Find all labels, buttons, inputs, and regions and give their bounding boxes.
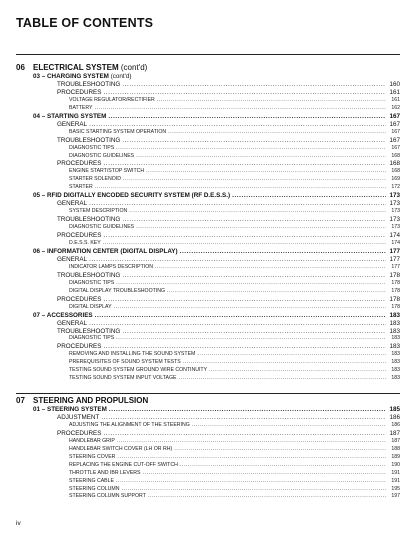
section-divider	[16, 393, 400, 394]
entry-title: TROUBLESHOOTING	[57, 216, 121, 224]
dot-leader	[89, 320, 386, 328]
entry-label	[57, 272, 120, 280]
toc-entry[interactable]	[16, 343, 400, 351]
page-number: 190	[391, 461, 400, 468]
entry-title: PROCEDURES	[57, 295, 102, 303]
toc-entry[interactable]	[16, 422, 400, 430]
entry-title: ADJUSTING THE ALIGNMENT OF THE STEERING	[69, 421, 190, 428]
entry-title: PROCEDURES	[57, 429, 102, 437]
page-number: 160	[389, 80, 400, 88]
toc-entry[interactable]	[16, 216, 400, 224]
entry-label	[57, 121, 87, 129]
entry-title: 06 – INFORMATION CENTER (DIGITAL DISPLAY)	[33, 247, 178, 255]
dot-leader	[103, 232, 386, 240]
entry-title: BASIC STARTING SYSTEM OPERATION	[69, 128, 167, 135]
entry-label	[69, 446, 172, 454]
dot-leader	[183, 359, 386, 367]
page-number: 185	[389, 406, 400, 413]
dot-leader	[122, 216, 386, 224]
entry-label	[69, 438, 115, 446]
entry-title: HANDLEBAR SWITCH COVER (LH OR RH)	[69, 445, 173, 452]
entry-label	[69, 184, 93, 192]
entry-title: DIAGNOSTIC GUIDELINES	[69, 224, 135, 231]
entry-label	[57, 200, 87, 208]
page-number: 178	[391, 303, 400, 310]
toc-entry[interactable]	[16, 280, 400, 288]
dot-leader	[136, 224, 386, 232]
toc-entry[interactable]	[16, 493, 400, 501]
dot-leader	[122, 81, 386, 89]
entry-label	[33, 113, 106, 121]
entry-title: PROCEDURES	[57, 232, 102, 240]
toc-entry[interactable]	[16, 97, 400, 105]
toc-entry[interactable]	[16, 454, 400, 462]
entry-title: REPLACING THE ENGINE CUT-OFF SWITCH	[69, 461, 178, 468]
dot-leader	[116, 478, 386, 486]
entry-title: ENGINE START/STOP SWITCH	[69, 168, 145, 175]
entry-label	[69, 470, 141, 478]
dot-leader	[232, 192, 386, 200]
toc-entry[interactable]	[16, 81, 400, 89]
entry-title: BATTERY	[69, 104, 93, 111]
toc-entry[interactable]	[16, 359, 400, 367]
entry-label	[33, 396, 148, 406]
page-number: 167	[391, 144, 400, 151]
page-folio: iv	[16, 520, 21, 527]
entry-label	[69, 335, 114, 343]
toc-entry[interactable]	[16, 145, 400, 153]
dot-leader	[209, 367, 386, 375]
entry-label	[69, 264, 153, 272]
toc-entry[interactable]	[16, 137, 400, 145]
entry-title: PROCEDURES	[57, 343, 102, 351]
entry-title: STEERING CABLE	[69, 477, 114, 484]
dot-leader	[116, 335, 386, 343]
entry-label	[57, 256, 87, 264]
dot-leader	[192, 422, 386, 430]
entry-label	[33, 63, 147, 73]
page-number: 172	[391, 184, 400, 191]
entry-title: TESTING SOUND SYSTEM INPUT VOLTAGE	[69, 375, 177, 382]
entry-label	[69, 454, 115, 462]
toc-section-electrical-system	[16, 63, 400, 383]
page-number: 168	[389, 160, 400, 168]
toc-chapter-entry[interactable]	[16, 312, 400, 320]
entry-title: TROUBLESHOOTING	[57, 136, 121, 144]
entry-label	[69, 168, 144, 176]
entry-title: PROCEDURES	[57, 160, 102, 168]
page-number: 183	[391, 335, 400, 342]
entry-label	[57, 89, 101, 97]
entry-title: DIGITAL DISPLAY TROUBLESHOOTING	[69, 287, 165, 294]
page-number: 183	[389, 343, 400, 351]
page-number: 173	[391, 208, 400, 215]
toc-entry[interactable]	[16, 240, 400, 248]
entry-title: TROUBLESHOOTING	[57, 80, 121, 88]
page-number: 183	[391, 375, 400, 382]
toc-entry[interactable]	[16, 232, 400, 240]
toc-entry[interactable]	[16, 272, 400, 280]
toc-entry[interactable]	[16, 375, 400, 383]
page-number: 173	[389, 200, 400, 208]
entry-label	[69, 224, 134, 232]
entry-title: 01 – STEERING SYSTEM	[33, 406, 107, 413]
entry-title: GENERAL	[57, 200, 88, 208]
entry-title: THROTTLE AND IBR LEVERS	[69, 469, 141, 476]
toc-entry[interactable]	[16, 288, 400, 296]
entry-label	[69, 375, 177, 383]
page-number: 168	[391, 168, 400, 175]
toc-entry[interactable]	[16, 470, 400, 478]
page-number: 177	[389, 255, 400, 263]
entry-label	[69, 97, 155, 105]
dot-leader	[108, 113, 386, 121]
entry-label	[69, 422, 190, 430]
entry-label	[69, 288, 165, 296]
toc-chapter-entry[interactable]	[16, 73, 400, 81]
page-number: 177	[391, 263, 400, 270]
entry-label	[57, 343, 101, 351]
page-number: 167	[389, 136, 400, 144]
dot-leader	[180, 248, 386, 256]
dot-leader	[114, 304, 386, 312]
dot-leader	[168, 129, 386, 137]
entry-label	[69, 351, 195, 359]
page-number: 183	[391, 351, 400, 358]
entry-title: 07 – ACCESSORIES	[33, 311, 93, 319]
entry-title: STEERING COLUMN SUPPORT	[69, 493, 146, 500]
entry-label	[69, 359, 181, 367]
toc-entry[interactable]	[16, 296, 400, 304]
dot-leader	[89, 200, 386, 208]
page-number: 187	[391, 437, 400, 444]
toc-entry[interactable]	[16, 414, 400, 422]
entry-title: GENERAL	[57, 255, 88, 263]
toc-chapter-entry[interactable]	[16, 113, 400, 121]
toc-entry[interactable]	[16, 430, 400, 438]
page-number: 173	[389, 216, 400, 224]
entry-title: TROUBLESHOOTING	[57, 271, 121, 279]
page-number: 162	[391, 104, 400, 111]
dot-leader	[179, 375, 386, 383]
toc-section-heading[interactable]	[16, 63, 400, 73]
entry-title: PREREQUISITES OF SOUND SYSTEM TESTS	[69, 359, 181, 366]
dot-leader	[123, 176, 386, 184]
dot-leader	[95, 312, 386, 320]
page-number: 186	[391, 421, 400, 428]
entry-title: PROCEDURES	[57, 88, 102, 96]
entry-title: GENERAL	[57, 319, 88, 327]
dot-leader	[116, 280, 386, 288]
toc-entry[interactable]	[16, 304, 400, 312]
page-title: TABLE OF CONTENTS	[16, 16, 154, 30]
dot-leader	[122, 328, 386, 336]
page-number: 197	[391, 493, 400, 500]
entry-label	[57, 160, 101, 168]
section-number: 07	[16, 396, 25, 405]
toc-entry[interactable]	[16, 129, 400, 137]
toc-section-heading[interactable]	[16, 396, 400, 406]
entry-title: TESTING SOUND SYSTEM GROUND WIRE CONTINUITY	[69, 367, 208, 374]
dot-leader	[121, 486, 386, 494]
entry-title: STARTER SOLENOID	[69, 176, 121, 183]
entry-label	[69, 176, 121, 184]
page-number: 173	[389, 192, 400, 200]
entry-label	[57, 414, 99, 422]
entry-title: INDICATOR LAMPS DESCRIPTION	[69, 263, 153, 270]
toc-entry[interactable]	[16, 478, 400, 486]
toc-chapter-entry[interactable]	[16, 248, 400, 256]
toc-entry[interactable]	[16, 153, 400, 161]
page-number: 188	[391, 445, 400, 452]
page-number: 174	[389, 232, 400, 240]
entry-title: STARTER	[69, 184, 93, 191]
toc-entry[interactable]	[16, 89, 400, 97]
toc-entry[interactable]	[16, 328, 400, 336]
dot-leader	[155, 264, 386, 272]
dot-leader	[95, 184, 386, 192]
page-number: 195	[391, 485, 400, 492]
dot-leader	[116, 145, 386, 153]
toc-entry[interactable]	[16, 351, 400, 359]
page-number: 168	[391, 152, 400, 159]
toc-entry[interactable]	[16, 320, 400, 328]
page-number: 178	[391, 287, 400, 294]
entry-title: 05 – RFID DIGITALLY ENCODED SECURITY SYSTEM (RF D.E.S.S.)	[33, 192, 231, 200]
toc-entry[interactable]	[16, 121, 400, 129]
entry-label	[33, 73, 132, 81]
dot-leader	[180, 462, 386, 470]
dot-leader	[146, 168, 386, 176]
page-number: 178	[391, 279, 400, 286]
entry-label	[69, 367, 207, 375]
dot-leader	[174, 446, 386, 454]
entry-title: HANDLEBAR GRIP	[69, 437, 115, 444]
page-number: 173	[391, 224, 400, 231]
dot-leader	[122, 137, 386, 145]
toc-entry[interactable]	[16, 367, 400, 375]
dot-leader	[103, 343, 386, 351]
entry-label	[57, 296, 101, 304]
entry-label	[69, 145, 114, 153]
toc-entry[interactable]	[16, 200, 400, 208]
page-number: 183	[389, 327, 400, 335]
page-number: 191	[391, 477, 400, 484]
continued-note: (cont'd)	[110, 73, 132, 80]
entry-label	[69, 304, 112, 312]
entry-label	[69, 280, 114, 288]
entry-label	[57, 137, 120, 145]
entry-label	[69, 486, 119, 494]
dot-leader	[103, 296, 386, 304]
entry-title: ADJUSTMENT	[57, 413, 100, 421]
entry-title: DIAGNOSTIC TIPS	[69, 279, 115, 286]
entry-label	[69, 240, 101, 248]
dot-leader	[89, 256, 386, 264]
toc-entry[interactable]	[16, 184, 400, 192]
page-number: 183	[391, 359, 400, 366]
toc-section-steering-and-propulsion	[16, 396, 400, 501]
entry-label	[57, 320, 87, 328]
dot-leader	[103, 160, 386, 168]
dot-leader	[103, 240, 386, 248]
page-number: 183	[389, 319, 400, 327]
toc-entry[interactable]	[16, 462, 400, 470]
entry-title: 04 – STARTING SYSTEM	[33, 112, 107, 120]
toc-entry[interactable]	[16, 160, 400, 168]
entry-title: STEERING COLUMN	[69, 485, 120, 492]
page-number: 191	[391, 469, 400, 476]
entry-title: DIAGNOSTIC TIPS	[69, 335, 115, 342]
section-number: 06	[16, 63, 25, 72]
entry-title: D.E.S.S. KEY	[69, 240, 101, 247]
page-number: 178	[389, 271, 400, 279]
dot-leader	[101, 414, 386, 422]
toc-entry[interactable]	[16, 176, 400, 184]
entry-label	[69, 129, 166, 137]
entry-label	[33, 312, 93, 320]
page-number: 167	[391, 128, 400, 135]
dot-leader	[117, 438, 386, 446]
entry-title: SYSTEM DESCRIPTION	[69, 208, 128, 215]
entry-label	[69, 462, 178, 470]
toc-entry[interactable]	[16, 335, 400, 343]
page-number: 167	[389, 120, 400, 128]
entry-title: VOLTAGE REGULATOR/RECTIFIER	[69, 96, 155, 103]
dot-leader	[136, 153, 386, 161]
dot-leader	[94, 105, 386, 113]
dot-leader	[89, 121, 386, 129]
entry-label	[57, 216, 120, 224]
dot-leader	[109, 406, 386, 414]
entry-label	[33, 248, 178, 256]
entry-title: STEERING COVER	[69, 453, 116, 460]
entry-title: TROUBLESHOOTING	[57, 327, 121, 335]
page-number: 161	[391, 96, 400, 103]
entry-label	[33, 192, 230, 200]
page-number: 187	[389, 429, 400, 437]
toc-entry[interactable]	[16, 264, 400, 272]
toc-entry[interactable]	[16, 224, 400, 232]
toc-entry[interactable]	[16, 256, 400, 264]
page-number: 183	[391, 367, 400, 374]
continued-note: (cont'd)	[120, 63, 148, 72]
page-number: 167	[389, 112, 400, 120]
dot-leader	[103, 89, 386, 97]
entry-title: DIGITAL DISPLAY	[69, 303, 112, 310]
toc-chapter-entry[interactable]	[16, 192, 400, 200]
entry-title: DIAGNOSTIC GUIDELINES	[69, 152, 135, 159]
dot-leader	[143, 470, 387, 478]
dot-leader	[122, 272, 386, 280]
toc-entry[interactable]	[16, 446, 400, 454]
entry-title: STEERING AND PROPULSION	[33, 396, 149, 405]
entry-label	[57, 81, 120, 89]
title-divider	[16, 54, 400, 55]
entry-label	[69, 493, 146, 501]
toc-entry[interactable]	[16, 486, 400, 494]
entry-label	[69, 208, 127, 216]
dot-leader	[197, 351, 386, 359]
entry-label	[57, 430, 101, 438]
page-number: 174	[391, 240, 400, 247]
toc-entry[interactable]	[16, 208, 400, 216]
toc-entry[interactable]	[16, 168, 400, 176]
page-number: 161	[389, 88, 400, 96]
dot-leader	[117, 454, 386, 462]
entry-label	[57, 232, 101, 240]
dot-leader	[103, 430, 386, 438]
entry-title: GENERAL	[57, 120, 88, 128]
entry-label	[33, 406, 107, 414]
dot-leader	[148, 493, 386, 501]
toc-entry[interactable]	[16, 438, 400, 446]
page-number: 189	[391, 453, 400, 460]
dot-leader	[129, 208, 386, 216]
dot-leader	[167, 288, 386, 296]
entry-label	[69, 153, 134, 161]
toc-chapter-entry[interactable]	[16, 406, 400, 414]
page-number: 178	[389, 295, 400, 303]
entry-title: DIAGNOSTIC TIPS	[69, 144, 115, 151]
dot-leader	[157, 97, 386, 105]
entry-title: 03 – CHARGING SYSTEM	[33, 73, 109, 80]
entry-title: REMOVING AND INSTALLING THE SOUND SYSTEM	[69, 351, 196, 358]
page-number: 177	[389, 247, 400, 255]
entry-label	[69, 105, 92, 113]
page-number: 186	[389, 413, 400, 421]
entry-label	[57, 328, 120, 336]
entry-label	[69, 478, 114, 486]
entry-title: ELECTRICAL SYSTEM	[33, 63, 119, 72]
toc-entry[interactable]	[16, 105, 400, 113]
page-number: 183	[389, 311, 400, 319]
page-number: 169	[391, 176, 400, 183]
